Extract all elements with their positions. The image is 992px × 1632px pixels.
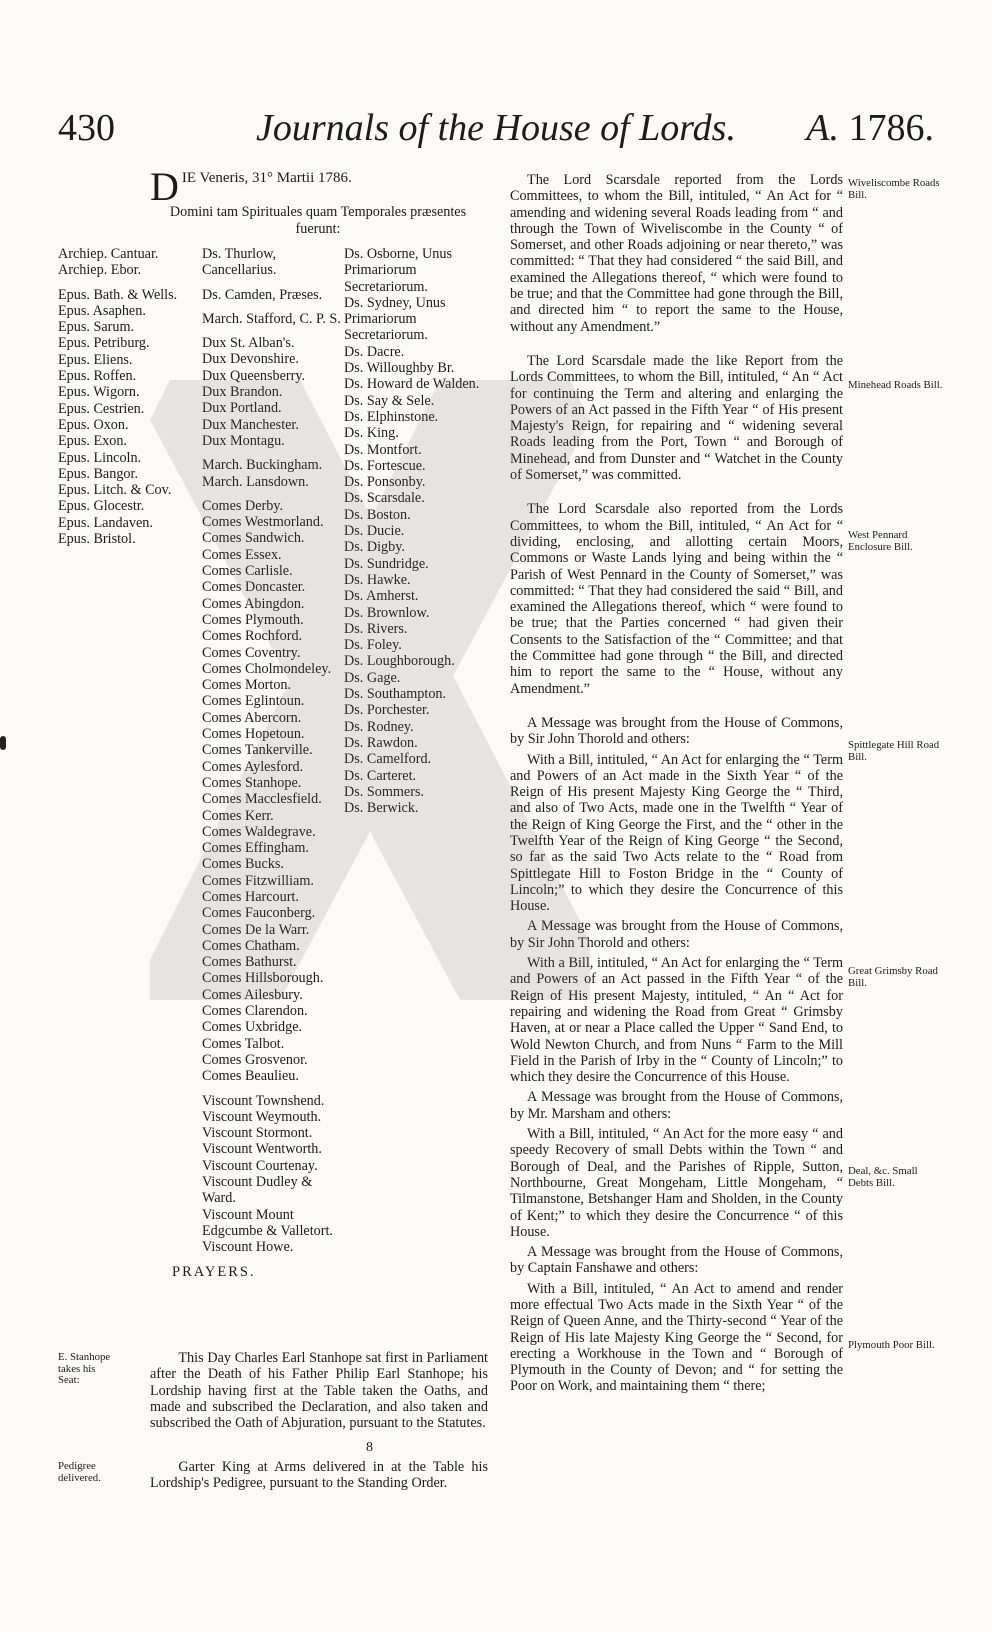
margin-note: E. Stanhope takes his Seat: xyxy=(58,1351,111,1386)
roll-entry: Epus. Cestrien. xyxy=(58,400,145,417)
roll-entry: Comes Beaulieu. xyxy=(202,1068,299,1085)
roll-entry: Dux Devonshire. xyxy=(202,351,299,368)
prayers-heading: PRAYERS. xyxy=(172,1264,256,1280)
roll-entry: Ds. Dacre. xyxy=(344,343,405,360)
roll-entry: Ds. Ponsonby. xyxy=(344,474,426,491)
title-word: Journals xyxy=(256,107,389,149)
roll-entry: Viscount Wentworth. xyxy=(202,1141,322,1158)
roll-entry: Ds. Fortescue. xyxy=(344,457,426,474)
message-deal: A Message was brought from the House of Commons, by Mr. Marsham and others: xyxy=(510,1089,843,1122)
roll-entry: Comes Uxbridge. xyxy=(202,1019,303,1036)
roll-entry: Comes Cholmondeley. xyxy=(202,660,332,677)
roll-gap xyxy=(202,449,342,457)
title-word: the xyxy=(437,107,484,149)
roll-entry: Epus. Sarum. xyxy=(58,319,135,336)
roll-entry: Comes Hopetoun. xyxy=(202,726,305,743)
roll-entry: Comes Morton. xyxy=(202,677,292,694)
right-column xyxy=(510,172,843,1411)
roll-entry: Viscount Dudley & Ward. xyxy=(202,1174,313,1207)
margin-note: Wiveliscombe Roads Bill. xyxy=(848,177,940,201)
roll-entry: Epus. Landaven. xyxy=(58,514,153,531)
title-word: of xyxy=(600,107,630,149)
roll-entry: Viscount Weymouth. xyxy=(202,1108,322,1125)
roll-entry: Comes Aylesford. xyxy=(202,758,304,775)
roll-entry: Epus. Eliens. xyxy=(58,351,133,368)
roll-entry: Comes Ailesbury. xyxy=(202,986,303,1003)
roll-entry: Ds. Hawke. xyxy=(344,571,411,588)
bill-plymouth: With a Bill, intituled, “ An Act to amend and render more effectual Two Acts made in the Sixth Year “ of the Reign of Queen Anne, and the Thirty-second “ Year of the Reign of His late Majesty King George the “ Second, for erecting a Workhouse in the Town and “ Borough of Plymouth in the County of Devon; and “ for setting the Poor on Work, and maintaining them “ there; xyxy=(510,1280,843,1395)
roll-entry: Dux Brandon. xyxy=(202,384,283,401)
entry-stanhope: This Day Charles Earl Stanhope sat first in Parliament after the Death of his Father Philip Earl Stanhope; his Lordship having first at the Table taken the Oaths, and made and subscribed the Declaration, and also taken and subscribed the Oath of Abjuration, pursuant to the Statutes. xyxy=(150,1350,488,1432)
roll-entry: Comes Harcourt. xyxy=(202,888,299,905)
page-number: 430 xyxy=(58,107,115,149)
roll-entry: Ds. Carteret. xyxy=(344,767,417,784)
roll-entry: Comes Westmorland. xyxy=(202,514,324,531)
title-word: House xyxy=(493,107,591,149)
roll-entry: Comes Grosvenor. xyxy=(202,1051,308,1068)
roll-entry: Ds. Sydney, Unus Primariorum Secretariorum. xyxy=(344,294,446,344)
roll-entry: Dux St. Alban's. xyxy=(202,335,295,352)
roll-entry: Viscount Courtenay. xyxy=(202,1157,318,1174)
roll-entry: Comes Plymouth. xyxy=(202,611,304,628)
roll-entry: Ds. Sommers. xyxy=(344,783,425,800)
roll-entry: Ds. Amherst. xyxy=(344,588,419,605)
roll-gap xyxy=(202,327,342,335)
roll-entry: Dux Queensberry. xyxy=(202,367,306,384)
roll-entry: Ds. Say & Sele. xyxy=(344,392,435,409)
margin-note: Deal, &c. Small Debts Bill. xyxy=(848,1165,918,1189)
message-plymouth: A Message was brought from the House of Commons, by Captain Fanshawe and others: xyxy=(510,1244,843,1277)
report-minehead: The Lord Scarsdale made the like Report from the Lords Committees, to whom the Bill, intituled, “ An “ Act for continuing the Term and altering and enlarging the Powers of an Act passed in the Fifth Year “ of His present Majesty's Reign, for repairing and “ widening several Roads leading from the Port, Town “ and Borough of Minehead, and from Dunster and “ Watchet in the County of Somerset,” was committed. xyxy=(510,352,843,484)
roll-entry: Viscount Mount Edgcumbe & Valletort. xyxy=(202,1206,333,1239)
roll-entry: Comes Rochford. xyxy=(202,628,303,645)
roll-entry: Epus. Bath. & Wells. xyxy=(58,286,178,303)
roll-entry: Ds. Howard de Walden. xyxy=(344,376,480,393)
bill-deal: With a Bill, intituled, “ An Act for the more easy “ and speedy Recovery of small Debts within the Town “ and Borough of Deal, and the Parishes of Ripple, Sutton, Northbourne, Great Mongeham, Little Mongeham, “ Tilmanstone, Betshanger Ham and Sholden, in the County of Kent;” to which they desire the Concurrence “ of this House. xyxy=(510,1126,843,1240)
roll-column-temporal-2 xyxy=(344,246,494,816)
roll-entry: Ds. Berwick. xyxy=(344,800,419,817)
roll-entry: Comes Talbot. xyxy=(202,1035,285,1052)
roll-entry: Comes Tankerville. xyxy=(202,742,313,759)
attendance-roll xyxy=(58,246,488,1256)
roll-entry: Comes Fitzwilliam. xyxy=(202,872,314,889)
roll-entry: Epus. Oxon. xyxy=(58,416,129,433)
roll-column-temporal-1 xyxy=(202,246,342,1256)
roll-entry: Comes Waldegrave. xyxy=(202,823,316,840)
roll-entry: Ds. Porchester. xyxy=(344,702,430,719)
roll-entry: Comes Abercorn. xyxy=(202,709,302,726)
roll-gap xyxy=(202,279,342,287)
binding-mark xyxy=(0,736,6,750)
roll-entry: Ds. Camelford. xyxy=(344,751,432,768)
roll-entry: Epus. Bangor. xyxy=(58,465,138,482)
message-grimsby: A Message was brought from the House of Commons, by Sir John Thorold and others: xyxy=(510,918,843,951)
roll-gap xyxy=(202,490,342,498)
margin-note: Pedigree delivered. xyxy=(58,1460,101,1484)
roll-entry: Ds. Thurlow, Cancellarius. xyxy=(202,246,277,279)
roll-entry: Archiep. Ebor. xyxy=(58,262,142,279)
roll-entry: Ds. Gage. xyxy=(344,669,401,686)
roll-entry: Ds. Sundridge. xyxy=(344,555,429,572)
roll-entry: Ds. Ducie. xyxy=(344,523,405,540)
roll-entry: Comes Derby. xyxy=(202,497,284,514)
roll-entry: Epus. Exon. xyxy=(58,433,127,450)
roll-entry: Ds. Osborne, Unus Primariorum Secretariorum. xyxy=(344,246,452,295)
roll-entry: Ds. Rodney. xyxy=(344,718,414,735)
roll-entry: Ds. Rawdon. xyxy=(344,734,418,751)
bill-grimsby: With a Bill, intituled, “ An Act for enlarging the “ Term and Powers of an Act passed in the Fifth Year “ of the Reign of His present Majesty, intituled, “ An “ Act for repairing and widening the Road from Great “ Grimsby Haven, at or near a Place called the Upper “ Sand End, to Wold Newton Church, and from Nuns “ Farm to the Mill Field in the Parish of Irby in the “ County of Lincoln;” to which they desire the Concurrence of this House. xyxy=(510,955,843,1086)
roll-entry: Ds. Foley. xyxy=(344,637,402,654)
roll-entry: Comes Essex. xyxy=(202,546,282,563)
roll-entry: Epus. Glocestr. xyxy=(58,498,145,515)
roll-entry: Epus. Asaphen. xyxy=(58,302,146,319)
roll-entry: Viscount Townshend. xyxy=(202,1092,325,1109)
roll-entry: Ds. Camden, Præses. xyxy=(202,286,323,303)
roll-entry: Comes Sandwich. xyxy=(202,530,305,547)
signature-mark: 8 xyxy=(366,1440,373,1455)
roll-entry: March. Stafford, C. P. S. xyxy=(202,310,341,327)
roll-entry: Ds. Willoughby Br. xyxy=(344,360,455,377)
roll-entry: Epus. Bristol. xyxy=(58,531,136,548)
left-column xyxy=(58,164,488,1256)
margin-note: Spittlegate Hill Road Bill. xyxy=(848,739,940,763)
roll-entry: Ds. Digby. xyxy=(344,539,405,556)
roll-entry: Comes Stanhope. xyxy=(202,774,302,791)
report-wiveliscombe: The Lord Scarsdale reported from the Lords Committees, to whom the Bill, intituled, “ An Act for “ amending and widening several Roads leading from “ and through the Town of Wiveliscombe in the County “ of Somerset, and other Roads adjoining or near thereto,” was committed: “ That they had considered “ the said Bill, and examined the Allegations thereof, “ which were found to be true; and that the Committee had gone through the Bill, and directed him “ to report the same to the House, without any Amendment.” xyxy=(510,172,843,335)
margin-note: Great Grimsby Road Bill. xyxy=(848,965,938,989)
roll-entry: Archiep. Cantuar. xyxy=(58,246,159,262)
roll-entry: Ds. Montfort. xyxy=(344,441,422,458)
margin-note: West Pennard Enclosure Bill. xyxy=(848,529,913,553)
roll-entry: Ds. Brownlow. xyxy=(344,604,430,621)
roll-entry: Comes Effingham. xyxy=(202,840,309,857)
roll-entry: Comes De la Warr. xyxy=(202,921,310,938)
roll-entry: Comes Kerr. xyxy=(202,807,274,824)
sitting-date: D IE Veneris, 31° Martii 1786. xyxy=(150,164,352,209)
entry-pedigree: Garter King at Arms delivered in at the Table his Lordship's Pedigree, pursuant to the Standing Order. xyxy=(150,1459,488,1492)
roll-gap xyxy=(202,303,342,311)
roll-entry: Ds. Loughborough. xyxy=(344,653,455,670)
roll-entry: Comes Fauconberg. xyxy=(202,905,316,922)
attendance-heading: Domini tam Spirituales quam Temporales præsentes fuerunt: xyxy=(169,204,467,237)
roll-gap xyxy=(202,1085,342,1093)
roll-entry: Epus. Wigorn. xyxy=(58,384,140,401)
dropcap: D xyxy=(150,164,179,209)
roll-entry: Comes Abingdon. xyxy=(202,595,305,612)
roll-entry: Comes Macclesfield. xyxy=(202,791,322,808)
roll-entry: March. Buckingham. xyxy=(202,457,323,474)
roll-entry: Epus. Roffen. xyxy=(58,368,137,385)
roll-entry: March. Lansdown. xyxy=(202,473,309,490)
roll-entry: Comes Bathurst. xyxy=(202,954,297,971)
roll-column-spiritual xyxy=(58,246,198,547)
roll-entry: Ds. Boston. xyxy=(344,506,411,523)
roll-entry: Comes Coventry. xyxy=(202,644,301,661)
bill-spittlegate: With a Bill, intituled, “ An Act for enlarging the “ Term and Powers of an Act made in the Sixth Year “ of the Reign of His present Majesty King George the “ Third, and also of Two Acts, made one in the Twelfth “ Year of the Reign of King George the First, and the “ other in the Twelfth Year of the Reign of King George “ the Second, so far as the said Two Acts relate to the “ Road from Spittlegate Hill to Foston Bridge in the “ County of Lincoln;” to which they desire the Concurrence of this House. xyxy=(510,751,843,915)
roll-entry: Comes Clarendon. xyxy=(202,1003,308,1020)
roll-entry: Ds. Elphinstone. xyxy=(344,408,439,425)
roll-entry: Ds. Rivers. xyxy=(344,620,408,637)
roll-entry: Ds. Southampton. xyxy=(344,686,447,703)
message-spittlegate: A Message was brought from the House of Commons, by Sir John Thorold and others: xyxy=(510,714,843,748)
roll-entry: Comes Eglintoun. xyxy=(202,693,305,710)
roll-entry: Viscount Stormont. xyxy=(202,1125,313,1142)
title-word: of xyxy=(398,107,429,149)
roll-entry: Epus. Lincoln. xyxy=(58,449,142,466)
roll-entry: Viscount Howe. xyxy=(202,1239,294,1256)
roll-entry: Dux Manchester. xyxy=(202,416,299,433)
year: A. 1786. xyxy=(806,107,934,149)
roll-entry: Comes Doncaster. xyxy=(202,579,306,596)
roll-entry: Epus. Litch. & Cov. xyxy=(58,482,172,499)
roll-entry: Dux Portland. xyxy=(202,400,282,417)
roll-entry: Comes Chatham. xyxy=(202,937,300,954)
roll-entry: Comes Bucks. xyxy=(202,856,284,873)
roll-gap xyxy=(58,279,198,287)
title-word: Lords. xyxy=(639,107,736,149)
roll-entry: Ds. Scarsdale. xyxy=(344,490,425,507)
roll-entry: Dux Montagu. xyxy=(202,432,285,449)
margin-note: Minehead Roads Bill. xyxy=(848,379,943,391)
margin-note: Plymouth Poor Bill. xyxy=(848,1339,935,1351)
report-west-pennard: The Lord Scarsdale also reported from the Lords Committees, to whom the Bill, intituled, “ An Act for “ dividing, enclosing, and allotting certain Moors, Commons or Waste Lands lying and being within the “ Parish of West Pennard in the County of Somerset,” was committed: “ That they had considered the said “ Bill, and examined the Allegations thereof, which “ were found to be true; that the Parties concerned “ had given their Consents to the Satisfaction of the “ Committee; and that the Committee had gone through “ the Bill, and directed him to report the same to the “ House, without any Amendment.” xyxy=(510,501,843,697)
roll-entry: Epus. Petriburg. xyxy=(58,335,150,352)
roll-entry: Comes Hillsborough. xyxy=(202,970,324,987)
roll-entry: Comes Carlisle. xyxy=(202,563,293,580)
roll-entry: Ds. King. xyxy=(344,425,399,442)
